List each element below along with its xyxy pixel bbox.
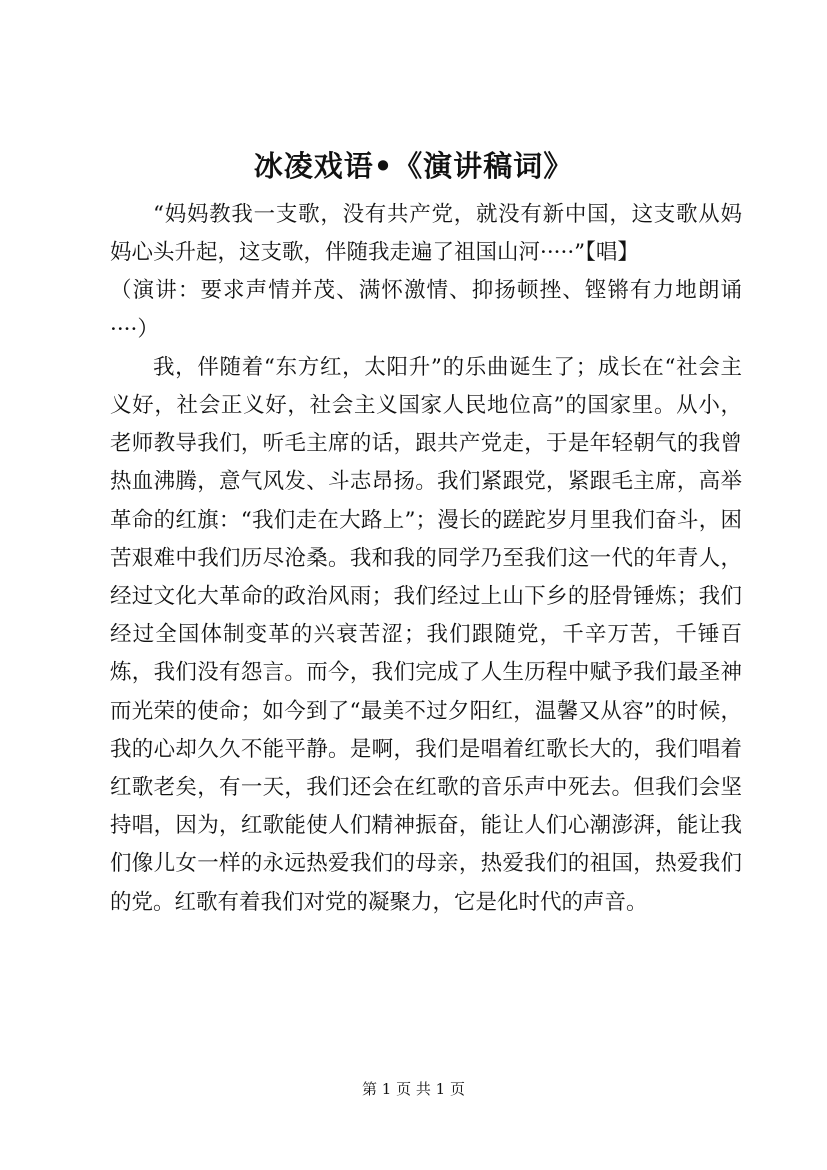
document-body	[110, 196, 742, 922]
speech-note-paragraph: （演讲：要求声情并茂、满怀激情、抑扬顿挫、铿锵有力地朗诵····）	[110, 278, 742, 342]
page-footer: 第 1 页 共 1 页	[362, 1080, 465, 1098]
lyric-paragraph: “妈妈教我一支歌，没有共产党，就没有新中国，这支歌从妈妈心头升起，这支歌，伴随我走遍了祖国山河·····”【唱】	[110, 202, 742, 266]
document-title: 冰凌戏语•《演讲稿词》	[253, 149, 574, 183]
main-paragraph: 我，伴随着“东方红，太阳升”的乐曲诞生了；成长在“社会主义好，社会正义好，社会主义国家人民地位高”的国家里。从小，老师教导我们，听毛主席的话，跟共产党走，于是年轻朝气的我曾热血沸腾，意气风发、斗志昂扬。我们紧跟党，紧跟毛主席，高举革命的红旗：“我们走在大路上”；漫长的蹉跎岁月里我们奋斗，困苦艰难中我们历尽沧桑。我和我的同学乃至我们这一代的年青人，经过文化大革命的政治风雨；我们经过上山下乡的胫骨锤炼；我们经过全国体制变革的兴衰苦涩；我们跟随党，千辛万苦，千锤百炼，我们没有怨言。而今，我们完成了人生历程中赋予我们最圣神而光荣的使命；如今到了“最美不过夕阳红，温馨又从容”的时候，我的心却久久不能平静。是啊，我们是唱着红歌长大的，我们唱着红歌老矣，有一天，我们还会在红歌的音乐声中死去。但我们会坚持唱，因为，红歌能使人们精神振奋，能让人们心潮澎湃，能让我们像儿女一样的永远热爱我们的母亲，热爱我们的祖国，热爱我们的党。红歌有着我们对党的凝聚力，它是化时代的声音。	[110, 354, 742, 915]
